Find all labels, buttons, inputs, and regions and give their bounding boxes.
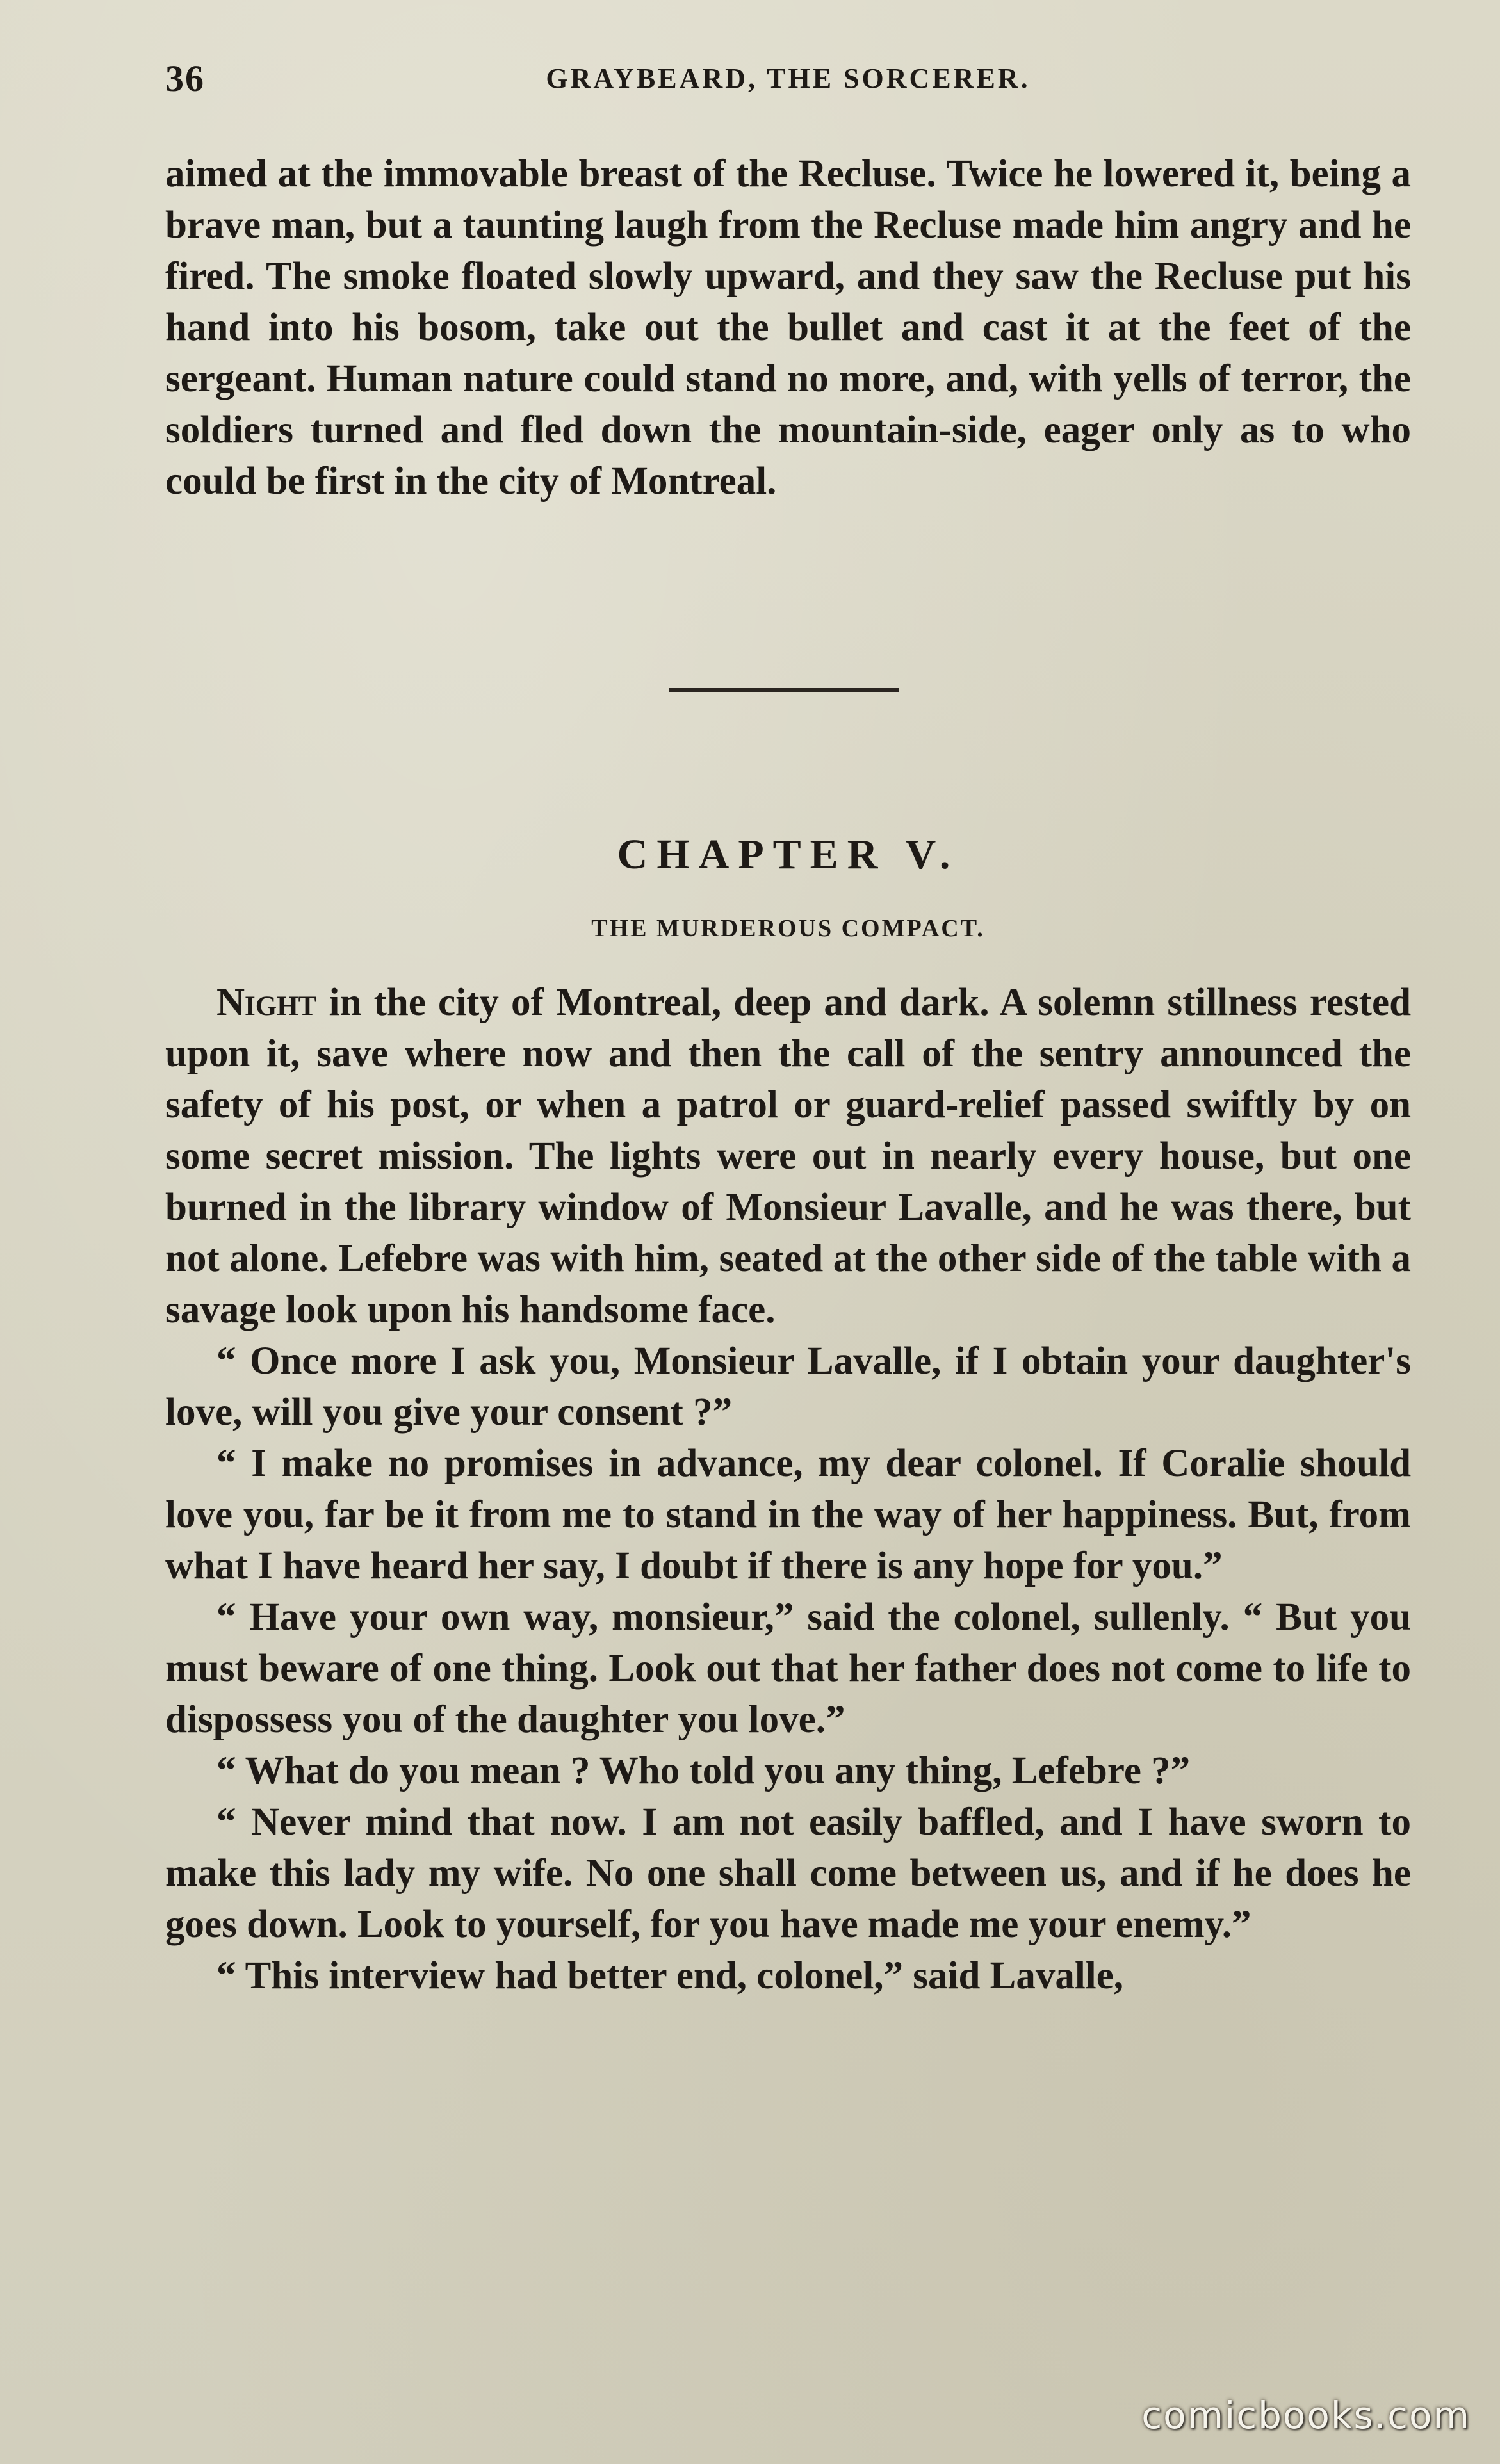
watermark: comicbooks.com	[1141, 2394, 1471, 2437]
page-number: 36	[165, 58, 205, 99]
paragraph: “ I make no promises in advance, my dear colonel. If Coralie should love you, far be it from me to stand in the way of her happiness. But, from what I have heard her say, I doubt if there is any hope for you.”	[165, 1442, 1411, 1587]
paragraph: aimed at the immovable breast of the Recluse. Twice he lowered it, being a brave man, but a taunting laugh from the Recluse made him angry and he fired. The smoke floated slowly upward, and they saw the Recluse put his hand into his bosom, take out the bullet and cast it at the feet of the sergeant. Human nature could stand no more, and, with yells of terror, the soldiers turned and fled down the mountain-side, eager only as to who could be first in the city of Montreal.	[165, 152, 1411, 503]
paragraph	[165, 977, 1411, 1336]
paragraph: “ This interview had better end, colonel,” said Lavalle,	[216, 1954, 1124, 1997]
paragraph: “ Once more I ask you, Monsieur Lavalle, if I obtain your daughter's love, will you give your consent ?”	[165, 1340, 1411, 1434]
paragraph: “ Never mind that now. I am not easily baffled, and I have sworn to make this lady my wife. No one shall come between us, and if he does he goes down. Look to yourself, for you have made me your enemy.”	[165, 1801, 1411, 1946]
chapter-subtitle: THE MURDEROUS COMPACT.	[591, 915, 985, 942]
paragraph: “ What do you mean ? Who told you any thing, Lefebre ?”	[216, 1749, 1191, 1792]
chapter-title: CHAPTER V.	[617, 831, 959, 878]
section-divider	[669, 688, 899, 692]
page-header	[165, 56, 1411, 101]
paragraph-text: in the city of Montreal, deep and dark. A solemn stillness rested upon it, save where now and then the call of the sentry announced the safety of his post, or when a patrol or guard-relief passed swiftly by on some secret mission. The lights were out in nearly every house, but one burned in the library window of Monsieur Lavalle, and he was there, but not alone. Lefebre was with him, seated at the other side of the table with a savage look upon his handsome face.	[165, 981, 1411, 1331]
chapter-body	[165, 977, 1411, 2002]
paragraph: “ Have your own way, monsieur,” said the colonel, sullenly. “ But you must beware of one thing. Look out that her father does not come to life to dispossess you of the daughter you love.”	[165, 1596, 1411, 1741]
running-head: GRAYBEARD, THE SORCERER.	[546, 63, 1031, 94]
opening-word: Night	[216, 981, 317, 1024]
continued-paragraph	[165, 149, 1411, 507]
